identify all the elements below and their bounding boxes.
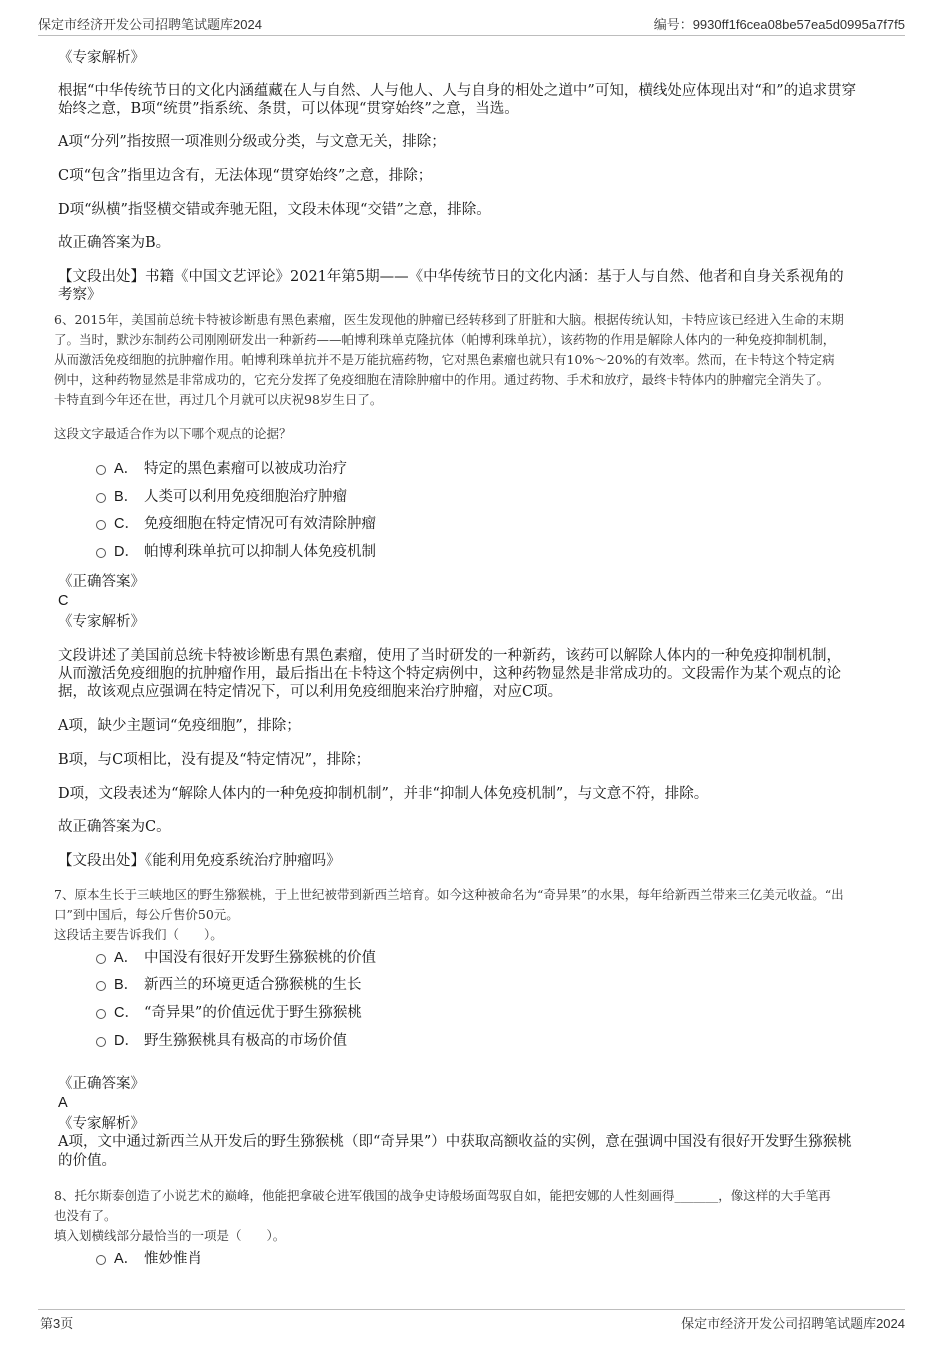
option-text: 野生猕猴桃具有极高的市场价值	[144, 1033, 347, 1049]
q5-conclusion: 故正确答案为B。	[58, 235, 171, 251]
q6-option-c[interactable]	[96, 515, 376, 533]
option-letter: A．	[114, 461, 139, 477]
option-text: 惟妙惟肖	[144, 1251, 202, 1267]
q6-option-a[interactable]	[96, 460, 347, 478]
option-letter: D．	[114, 1033, 139, 1049]
q5-option-a-explanation: A项“分列”指按照一项准则分级或分类，与文意无关，排除；	[58, 134, 446, 150]
q6-option-b-explanation: B项，与C项相比，没有提及“特定情况”，排除；	[58, 752, 371, 768]
radio-icon[interactable]	[96, 1009, 106, 1019]
q8-stem-line: 填入划横线部分最恰当的一项是（ ）。	[54, 1228, 286, 1243]
radio-icon[interactable]	[96, 548, 106, 558]
q5-option-c-explanation: C项“包含”指里边含有，无法体现“贯穿始终”之意，排除；	[58, 168, 433, 184]
radio-icon[interactable]	[96, 954, 106, 964]
q7-answer-label: 《正确答案》	[58, 1076, 145, 1092]
q6-stem-line: 从而激活免疫细胞的抗肿瘤作用。帕博利珠单抗并不是万能抗癌药物，它对黑色素瘤也就只有10%～20%的有效率。然而，在卡特这个特定病	[54, 352, 835, 367]
q6-option-a-explanation: A项，缺少主题词“免疫细胞”，排除；	[58, 718, 301, 734]
q5-option-d-explanation: D项“纵横”指竖横交错或奔驰无阻，文段未体现“交错”之意，排除。	[58, 202, 491, 218]
q7-analysis-line: 的价值。	[58, 1153, 116, 1169]
option-letter: B．	[114, 977, 139, 993]
option-letter: A．	[114, 1251, 139, 1267]
q5-analysis-label: 《专家解析》	[58, 50, 145, 66]
radio-icon[interactable]	[96, 981, 106, 991]
q6-analysis-line: 从而激活免疫细胞的抗肿瘤作用，最后指出在卡特这个特定病例中，这种药物显然是非常成功的。文段需作为某个观点的论	[58, 666, 841, 682]
footer-doc-title: 保定市经济开发公司招聘笔试题库2024	[681, 1316, 905, 1331]
q6-question: 这段文字最适合作为以下哪个观点的论据？	[54, 426, 292, 441]
footer-page-number: 第3页	[40, 1316, 74, 1331]
option-text: 人类可以利用免疫细胞治疗肿瘤	[144, 489, 347, 505]
option-text: 中国没有很好开发野生猕猴桃的价值	[144, 950, 376, 966]
header-divider	[38, 35, 905, 36]
option-letter: D．	[114, 544, 139, 560]
q8-stem-line: 8、托尔斯泰创造了小说艺术的巅峰，他能把拿破仑进军俄国的战争史诗般场面驾驭自如，能把安娜的人性刻画得_______，像这样的大手笔再	[54, 1188, 831, 1203]
q6-analysis-line: 文段讲述了美国前总统卡特被诊断患有黑色素瘤，使用了当时研发的一种新药，该药可以解除人体内的一种免疫抑制机制，	[58, 648, 841, 664]
q7-option-c[interactable]	[96, 1004, 362, 1022]
q6-option-d[interactable]	[96, 543, 376, 561]
q7-answer: A	[58, 1095, 68, 1111]
q6-option-b[interactable]	[96, 488, 347, 506]
q6-answer-label: 《正确答案》	[58, 574, 145, 590]
q5-analysis-line: 根据“中华传统节日的文化内涵蕴藏在人与自然、人与他人、人与自身的相处之道中”可知，横线处应体现出对“和”的追求贯穿	[58, 83, 857, 99]
q6-analysis-line: 据，故该观点应强调在特定情况下，可以利用免疫细胞来治疗肿瘤，对应C项。	[58, 684, 563, 700]
radio-icon[interactable]	[96, 1255, 106, 1265]
q6-stem-line: 了。当时，默沙东制药公司刚刚研发出一种新药——帕博利珠单克隆抗体（帕博利珠单抗），该药物的作用是解除人体内的一种免疫抑制机制，	[54, 332, 836, 347]
q6-option-d-explanation: D项，文段表述为“解除人体内的一种免疫抑制机制”，并非“抑制人体免疫机制”，与文意不符，排除。	[58, 786, 709, 802]
q7-stem-line: 7、原本生长于三峡地区的野生猕猴桃，于上世纪被带到新西兰培育。如今这种被命名为“奇异果”的水果，每年给新西兰带来三亿美元收益。“出	[54, 887, 844, 902]
q6-conclusion: 故正确答案为C。	[58, 819, 171, 835]
option-text: 帕博利珠单抗可以抑制人体免疫机制	[144, 544, 376, 560]
q7-option-d[interactable]	[96, 1032, 347, 1050]
header-doc-title: 保定市经济开发公司招聘笔试题库2024	[38, 17, 262, 32]
option-letter: C．	[114, 516, 139, 532]
radio-icon[interactable]	[96, 465, 106, 475]
q5-analysis-line: 始终之意，B项“统贯”指系统、条贯，可以体现“贯穿始终”之意，当选。	[58, 101, 519, 117]
option-text: 新西兰的环境更适合猕猴桃的生长	[144, 977, 362, 993]
option-text: 特定的黑色素瘤可以被成功治疗	[144, 461, 347, 477]
q6-source: 【文段出处】《能利用免疫系统治疗肿瘤吗》	[58, 853, 341, 869]
q5-source-line: 【文段出处】书籍《中国文艺评论》2021年第5期——《中华传统节日的文化内涵：基于人与自然、他者和自身关系视角的	[58, 269, 844, 285]
q7-option-b[interactable]	[96, 976, 362, 994]
header-doc-id: 编号：9930ff1f6cea08be57ea5d0995a7f7f5	[653, 17, 905, 32]
option-letter: C．	[114, 1005, 139, 1021]
q7-analysis-line: A项，文中通过新西兰从开发后的野生猕猴桃（即“奇异果”）中获取高额收益的实例，意在强调中国没有很好开发野生猕猴桃	[58, 1134, 852, 1150]
q8-option-a[interactable]	[96, 1250, 202, 1268]
radio-icon[interactable]	[96, 1037, 106, 1047]
q6-stem-line: 例中，这种药物显然是非常成功的，它充分发挥了免疫细胞在清除肿瘤中的作用。通过药物、手术和放疗，最终卡特体内的肿瘤完全消失了。	[54, 372, 830, 387]
q8-stem-line: 也没有了。	[54, 1208, 117, 1223]
q7-option-a[interactable]	[96, 949, 376, 967]
q6-stem-line: 卡特直到今年还在世，再过几个月就可以庆祝98岁生日了。	[54, 392, 383, 407]
q5-source-line: 考察》	[58, 287, 102, 303]
q6-analysis-label: 《专家解析》	[58, 614, 145, 630]
q7-stem-line: 这段话主要告诉我们（ ）。	[54, 927, 223, 942]
option-letter: B．	[114, 489, 139, 505]
option-text: 免疫细胞在特定情况可有效清除肿瘤	[144, 516, 376, 532]
footer-divider	[38, 1309, 905, 1310]
q6-answer: C	[58, 593, 69, 609]
q6-stem-line: 6、2015年，美国前总统卡特被诊断患有黑色素瘤，医生发现他的肿瘤已经转移到了肝脏和大脑。根据传统认知，卡特应该已经进入生命的末期	[54, 312, 844, 327]
radio-icon[interactable]	[96, 520, 106, 530]
option-text: “奇异果”的价值远优于野生猕猴桃	[144, 1005, 362, 1021]
q7-analysis-label: 《专家解析》	[58, 1116, 145, 1132]
radio-icon[interactable]	[96, 493, 106, 503]
q7-stem-line: 口”到中国后，每公斤售价50元。	[54, 907, 239, 922]
option-letter: A．	[114, 950, 139, 966]
